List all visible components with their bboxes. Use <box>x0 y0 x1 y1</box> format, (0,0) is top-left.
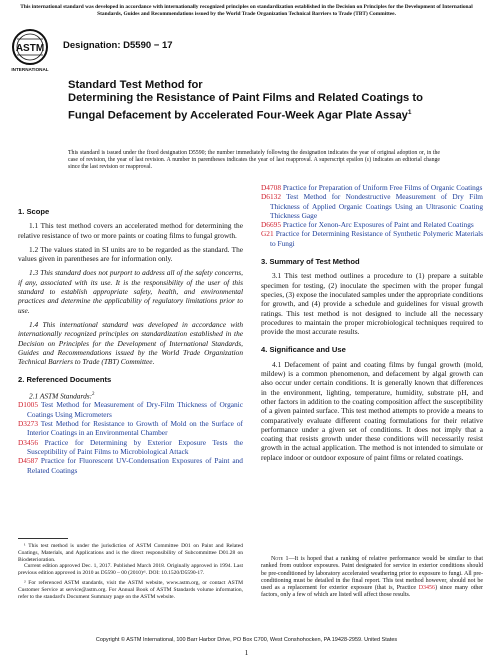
footnote-1: ¹ This test method is under the jurisdiction of ASTM Committee D01 on Paint and Related Coatings, Materials, and Applications and is the direct responsibility of Subcommittee D01.28 on Biodeterioration. <box>18 543 243 563</box>
scope-1-2: 1.2 The values stated in SI units are to be regarded as the standard. The values given in parentheses are for information only. <box>18 244 243 264</box>
astm-standards-label: 2.1 ASTM Standards:$^2$ <box>29 391 95 401</box>
ref-d3456[interactable]: D3456 Practice for Determining by Exterior Exposure Tests the Susceptibility of Paint Films to Microbiological Attack <box>18 437 243 456</box>
footnotes <box>18 543 243 600</box>
significance-4-1: 4.1 Defacement of paint and coating films by fungal growth (mold, mildew) is a common phenomenon, and defacement by algal growth can also occur under certain conditions. It is generally known that differences in the environment, lighting, temperature, humidity, substrate pH, and other factors in addition to the coating composition affect the susceptibility of a given painted surface. This test method attempts to provide a means to comparatively evaluate different coating formulations for their relative performance under a given set of conditions. It does not imply that a coating that resists growth under these conditions will necessarily resist growth in the actual application. The method is not intended to simulate or replace indoor or outdoor exposure of paint films or related coatings. <box>261 359 483 462</box>
right-column <box>261 183 483 462</box>
page-number: 1 <box>244 648 249 657</box>
ref-d6132[interactable]: D6132 Test Method for Nondestructive Measurement of Dry Film Thickness of Applied Organic Coatings Using an Ultrasonic Coating Thickness Gage <box>261 192 483 220</box>
ref-d4708[interactable]: D4708 Practice for Preparation of Uniform Free Films of Organic Coatings <box>261 183 483 192</box>
note-ref-d3456[interactable]: D3456 <box>418 585 436 592</box>
footnote-2: ² For referenced ASTM standards, visit the ASTM website, www.astm.org, or contact ASTM Customer Service at service@astm.org. For Annual Book of ASTM Standards volume information, refer to the standard's Document Summary page on the ASTM website. <box>18 579 243 600</box>
scope-1-3: 1.3 This standard does not purport to address all of the safety concerns, if any, associated with its use. It is the responsibility of the user of this standard to establish appropriate safety, health, and environmental practices and determine the applicability of regulatory limitations prior to use. <box>18 268 243 315</box>
significance-heading: 4. Significance and Use <box>261 345 346 355</box>
summary-3-1: 3.1 This test method outlines a procedure to (1) prepare a suitable specimen for testing, (2) inoculate the specimen with the proper fungal species, (3) expose the inoculated samples under the appropriate conditions for growth, and (4) provide a schedule and guidelines for visual growth ratings. This test method is not designed to include all the necessary procedures to maintain the proper microbiological techniques required to provide the most accurate results. <box>261 271 483 337</box>
title-footnote-mark: 1 <box>407 108 412 116</box>
svg-text:ASTM: ASTM <box>15 43 45 54</box>
designation: Designation: D5590 − 17 <box>63 40 173 51</box>
ref-g21[interactable]: G21 Practice for Determining Resistance of Synthetic Polymeric Materials to Fungi <box>261 229 483 248</box>
title-block <box>68 79 438 123</box>
footnote-1b: Current edition approved Dec. 1, 2017. Published March 2018. Originally approved in 1994. Last previous edition approved in 2010 as D5590 – 00 (2010)ᵋ¹. DOI: 10.1520/D5590-17. <box>18 563 243 577</box>
title-main <box>68 92 438 123</box>
issuance-note: This standard is issued under the fixed designation D5590; the number immediately following the designation indicates the year of original adoption or, in the case of revision, the year of last revision. A number in parentheses indicates the year of last reapproval. A superscript epsilon (ε) indicates an editorial change since the last revision or reapproval. <box>68 150 440 171</box>
title-line-1: Standard Test Method for <box>68 79 203 91</box>
logo-label: INTERNATIONAL <box>11 67 49 72</box>
note-1: Note 1—It is hoped that a ranking of relative performance would be similar to that ranked from outdoor exposures. Paint designated for service in exterior conditions should be pre-conditioned by laboratory accelerated weathering prior to exposure to fungi. All pre-conditioning must be detailed in the final report. This test method however, should not be used as a replacement for exterior exposure (that is, Practice D3456) since many other factors, only a few of which are listed will affect those results. <box>261 556 484 599</box>
scope-heading: 1. Scope <box>18 207 50 216</box>
ref-d6695[interactable]: D6695 Practice for Xenon-Arc Exposures of Paint and Related Coatings <box>261 220 474 230</box>
top-notice: This international standard was developed in accordance with internationally recognized principles on standardization established in the Decision on Principles for the Development of International Standards, Guides and Recommendations issued by the World Trade Organization Technical Barriers to Trade (TBT) Committee. <box>20 4 473 17</box>
left-column <box>18 207 243 475</box>
ref-d1005[interactable]: D1005 Test Method for Measurement of Dry-Film Thickness of Organic Coatings Using Micrometers <box>18 400 243 419</box>
ref-d4587[interactable]: D4587 Practice for Fluorescent UV-Condensation Exposures of Paint and Related Coatings <box>18 456 243 475</box>
astm-logo <box>8 27 52 73</box>
copyright: Copyright © ASTM International, 100 Barr Harbor Drive, PO Box C700, West Conshohocken, PA 19428-2959. United States <box>95 637 398 643</box>
note-label: Note 1 <box>271 556 289 562</box>
scope-1-1: 1.1 This test method covers an accelerated method for determining the relative resistance of two or more paints or coating films to fungal growth. <box>18 221 243 240</box>
ref-d3273[interactable]: D3273 Test Method for Resistance to Growth of Mold on the Surface of Interior Coatings in an Environmental Chamber <box>18 419 243 438</box>
title-line-2: Determining the Resistance of Paint Films and Related Coatings to Fungal Defacement by Accelerated Four-Week Agar Plate Assay <box>68 92 423 122</box>
scope-1-4: 1.4 This international standard was developed in accordance with internationally recognized principles on standardization established in the Decision on Principles for the Development of International Standards, Guides and Recommendations issued by the World Trade Organization Technical Barriers to Trade (TBT) Committee. <box>18 319 243 367</box>
summary-heading: 3. Summary of Test Method <box>261 257 360 267</box>
references-heading: 2. Referenced Documents <box>18 375 112 385</box>
footnote-rule <box>18 538 68 539</box>
